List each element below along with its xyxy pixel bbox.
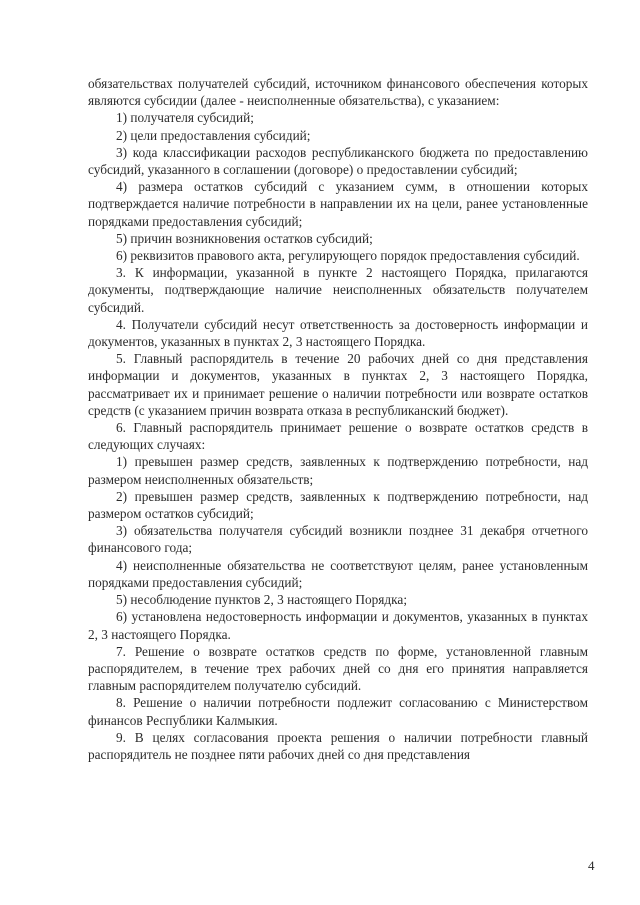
- document-body: [88, 75, 588, 763]
- paragraph: 4) размера остатков субсидий с указанием сумм, в отношении которых подтверждается наличие потребности в направлении их на цели, ранее установленные порядками предоставления субсидий;: [88, 179, 588, 229]
- paragraph: 6) установлена недостоверность информации и документов, указанных в пунктах 2, 3 настоящего Порядка.: [88, 609, 588, 642]
- paragraph: 6. Главный распорядитель принимает решение о возврате остатков средств в следующих случаях:: [88, 420, 588, 453]
- paragraph: 6) реквизитов правового акта, регулирующего порядок предоставления субсидий.: [116, 248, 580, 264]
- paragraph: 3) кода классификации расходов республиканского бюджета по предоставлению субсидий, указанного в соглашении (договоре) о предоставлении субсидий;: [88, 144, 588, 178]
- paragraph: 2) превышен размер средств, заявленных к подтверждению потребности, над размером остатков субсидий;: [88, 488, 588, 522]
- paragraph: 7. Решение о возврате остатков средств по форме, установленной главным распорядителем, в течение трех рабочих дней со дня его принятия направляется главным распорядителем получателю субсидий.: [88, 643, 588, 694]
- paragraph: 5) причин возникновения остатков субсидий;: [116, 230, 373, 246]
- paragraph: 4) неисполненные обязательства не соответствуют целям, ранее установленным порядками предоставления субсидий;: [88, 557, 588, 590]
- page-number: 4: [588, 858, 595, 873]
- paragraph: 3) обязательства получателя субсидий возникли позднее 31 декабря отчетного финансового года;: [88, 523, 588, 556]
- paragraph: 5. Главный распорядитель в течение 20 рабочих дней со дня представления информации и документов, указанных в пунктах 2, 3 настоящего Порядка, рассматривает их и принимает решение о наличии потребности или возврате остатков средств (с указанием причин возврата отказа в республиканский бюджет).: [88, 351, 588, 418]
- paragraph: 2) цели предоставления субсидий;: [116, 127, 311, 143]
- paragraph: 1) превышен размер средств, заявленных к подтверждению потребности, над размером неисполненных обязательств;: [88, 454, 588, 487]
- paragraph: 8. Решение о наличии потребности подлежит согласованию с Министерством финансов Республики Калмыкия.: [88, 695, 588, 728]
- paragraph: 3. К информации, указанной в пункте 2 настоящего Порядка, прилагаются документы, подтверждающие наличие неисполненных обязательств получателем субсидий.: [88, 265, 588, 315]
- paragraph: обязательствах получателей субсидий, источником финансового обеспечения которых являются субсидии (далее - неисполненные обязательства), с указанием:: [88, 76, 588, 109]
- paragraph: 9. В целях согласования проекта решения о наличии потребности главный распорядитель не позднее пяти рабочих дней со дня представления: [88, 729, 588, 762]
- paragraph: 4. Получатели субсидий несут ответственность за достоверность информации и документов, указанных в пунктах 2, 3 настоящего Порядка.: [88, 316, 588, 350]
- paragraph: 1) получателя субсидий;: [116, 110, 254, 126]
- paragraph: 5) несоблюдение пунктов 2, 3 настоящего Порядка;: [116, 592, 408, 608]
